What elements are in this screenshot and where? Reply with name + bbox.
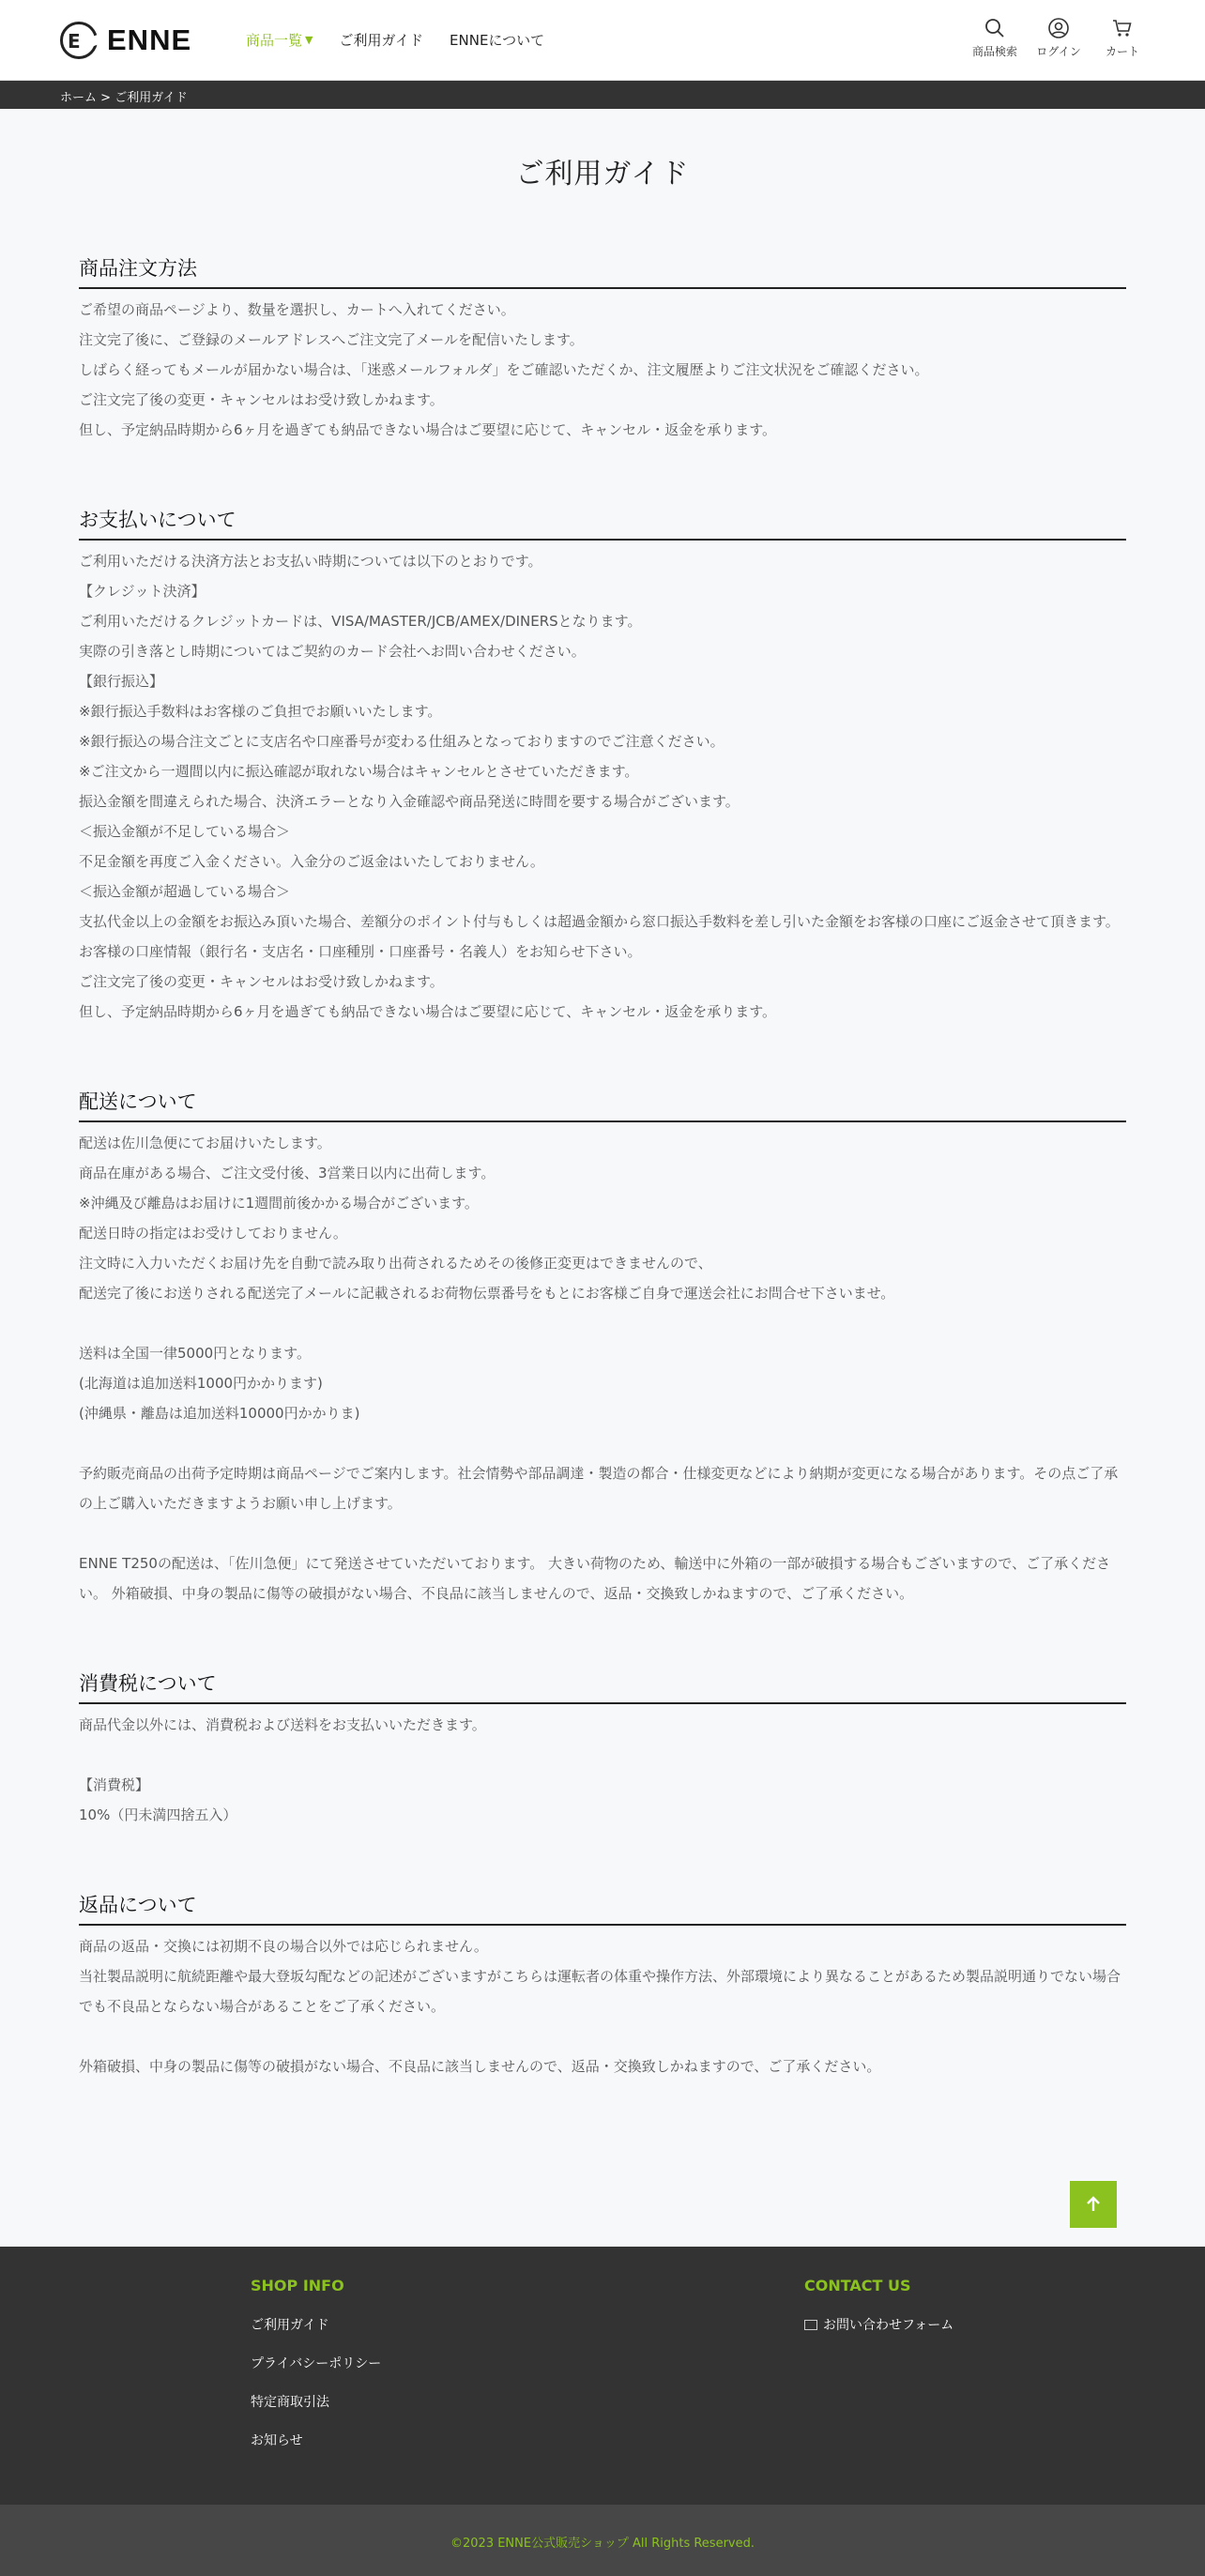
cart-button[interactable] bbox=[1104, 17, 1141, 59]
footer-link-privacy[interactable]: プライバシーポリシー bbox=[251, 2356, 382, 2371]
footer-contact-title: CONTACT US bbox=[804, 2277, 911, 2294]
section-text-line: 10%（円未満四捨五入） bbox=[79, 1806, 237, 1823]
nav-item-guide[interactable]: ご利用ガイド bbox=[339, 32, 424, 49]
section-text-line: 【銀行振込】 bbox=[79, 673, 164, 690]
section-text-line: 振込金額を間違えられた場合、決済エラーとなり入金確認や商品発送に時間を要する場合がございます。 bbox=[79, 793, 740, 810]
section-text-line: 予約販売商品の出荷予定時期は商品ページでご案内します。社会情勢や部品調達・製造の都合・仕様変更などにより納期が変更になる場合があります。その点ご了承の上ご購入いただきますようお願い申し上げます。 bbox=[79, 1465, 1119, 1512]
section-text-line: 注文時に入力いただくお届け先を自動で読み取り出荷されるためその後修正変更はできませんので、 bbox=[79, 1255, 712, 1272]
section-text-line: 外箱破損、中身の製品に傷等の破損がない場合、不良品に該当しませんので、返品・交換致しかねますので、ご了承ください。 bbox=[79, 2058, 881, 2075]
section-text-line: 【クレジット決済】 bbox=[79, 583, 206, 600]
section-title: 配送について bbox=[79, 1087, 1126, 1122]
guide-sections bbox=[79, 253, 1126, 2081]
guide-section bbox=[79, 1087, 1126, 1608]
section-text-line bbox=[79, 1740, 1126, 1770]
arrow-up-icon bbox=[1084, 2195, 1103, 2214]
section-title: 商品注文方法 bbox=[79, 253, 1126, 289]
section-text-line: ※沖縄及び離島はお届けに1週間前後かかる場合がございます。 bbox=[79, 1195, 479, 1212]
section-text-line: しばらく経ってもメールが届かない場合は、「迷惑メールフォルダ」をご確認いただくか、注文履歴よりご注文状況をご確認ください。 bbox=[79, 361, 929, 378]
search-icon bbox=[984, 17, 1006, 39]
footer-link-contact-form[interactable] bbox=[804, 2315, 953, 2334]
section-text-line: 配送完了後にお送りされる配送完了メールに記載されるお荷物伝票番号をもとにお客様ご自身で運送会社にお問合せ下さいませ。 bbox=[79, 1285, 895, 1302]
section-text-line: ご利用いただける決済方法とお支払い時期については以下のとおりです。 bbox=[79, 553, 542, 570]
login-label: ログイン bbox=[1036, 45, 1081, 58]
section-text-line: お客様の口座情報（銀行名・支店名・口座種別・口座番号・名義人）をお知らせ下さい。 bbox=[79, 943, 642, 960]
copyright-text: ©2023 ENNE公式販売ショップ All Rights Reserved. bbox=[450, 2537, 755, 2551]
logo-mark-icon: E bbox=[60, 22, 98, 59]
section-text-line: 配送日時の指定はお受けしておりません。 bbox=[79, 1225, 347, 1242]
footer-shop-info-title: SHOP INFO bbox=[251, 2277, 344, 2294]
section-text-line: ご注文完了後の変更・キャンセルはお受け致しかねます。 bbox=[79, 391, 444, 408]
section-text-line: ※銀行振込の場合注文ごとに支店名や口座番号が変わる仕組みとなっておりますのでご注意ください。 bbox=[79, 733, 725, 750]
main-content bbox=[79, 150, 1126, 2142]
logo-text: ENNE bbox=[107, 23, 192, 56]
section-text-line: ご希望の商品ページより、数量を選択し、カートへ入れてください。 bbox=[79, 301, 515, 318]
section-text-line: ご利用いただけるクレジットカードは、VISA/MASTER/JCB/AMEX/DINERSとなります。 bbox=[79, 613, 642, 630]
section-text-line: ＜振込金額が不足している場合＞ bbox=[79, 823, 291, 840]
section-text-line bbox=[79, 2021, 1126, 2051]
user-icon bbox=[1047, 17, 1070, 39]
page-title: ご利用ガイド bbox=[515, 158, 690, 191]
footer-link-tokushoho[interactable]: 特定商取引法 bbox=[251, 2395, 329, 2410]
section-text-line: 【消費税】 bbox=[79, 1776, 150, 1793]
section-text-line: 実際の引き落とし時期についてはご契約のカード会社へお問い合わせください。 bbox=[79, 643, 586, 660]
guide-section bbox=[79, 505, 1126, 1027]
header-actions bbox=[971, 17, 1141, 59]
breadcrumb-bar bbox=[0, 81, 1205, 109]
section-title: 返品について bbox=[79, 1890, 1126, 1926]
footer-link-news[interactable]: お知らせ bbox=[251, 2433, 303, 2448]
footer-contact bbox=[804, 2277, 953, 2354]
chevron-down-icon: ▼ bbox=[305, 34, 313, 46]
main-nav bbox=[246, 30, 544, 50]
nav-item-about[interactable]: ENNEについて bbox=[450, 32, 545, 49]
section-text-line: (沖縄県・離島は追加送料10000円かかりま) bbox=[79, 1405, 360, 1422]
copyright-bar bbox=[0, 2505, 1205, 2576]
section-text-line: ※銀行振込手数料はお客様のご負担でお願いいたします。 bbox=[79, 703, 442, 720]
section-text-line: ENNE T250の配送は、「佐川急便」にて発送させていただいております。 大きい荷物のため、輸送中に外箱の一部が破損する場合もございますので、ご了承ください。 外箱破損、中身の製品に傷等の破損がない場合、不良品に該当しませんので、返品・交換致しかねますので、ご了承ください。 bbox=[79, 1555, 1111, 1602]
section-text-line: ＜振込金額が超過している場合＞ bbox=[79, 883, 291, 900]
section-text-line bbox=[79, 1308, 1126, 1338]
guide-section bbox=[79, 1890, 1126, 2081]
guide-section bbox=[79, 253, 1126, 445]
section-text-line: ご注文完了後の変更・キャンセルはお受け致しかねます。 bbox=[79, 973, 444, 990]
section-text-line: 但し、予定納品時期から6ヶ月を過ぎても納品できない場合はご要望に応じて、キャンセル・返金を承ります。 bbox=[79, 1003, 777, 1020]
section-text-line bbox=[79, 1518, 1126, 1548]
breadcrumb-current: ご利用ガイド bbox=[114, 91, 188, 105]
section-text-line: 但し、予定納品時期から6ヶ月を過ぎても納品できない場合はご要望に応じて、キャンセル・返金を承ります。 bbox=[79, 421, 777, 438]
section-text-line: 配送は佐川急便にてお届けいたします。 bbox=[79, 1135, 331, 1151]
contact-form-label: お問い合わせフォーム bbox=[823, 2318, 954, 2333]
footer-link-guide[interactable]: ご利用ガイド bbox=[251, 2318, 329, 2333]
search-label: 商品検索 bbox=[971, 45, 1017, 58]
mail-icon bbox=[804, 2320, 817, 2330]
back-to-top-button[interactable] bbox=[1070, 2181, 1117, 2228]
site-footer bbox=[0, 2247, 1205, 2505]
section-title: 消費税について bbox=[79, 1669, 1126, 1704]
section-text-line: 支払代金以上の金額をお振込み頂いた場合、差額分のポイント付与もしくは超過金額から窓口振込手数料を差し引いた金額をお客様の口座にご返金させて頂きます。 bbox=[79, 913, 1120, 930]
cart-icon bbox=[1111, 17, 1134, 39]
section-text-line bbox=[79, 1428, 1126, 1458]
breadcrumb-home-link[interactable]: ホーム bbox=[60, 91, 98, 105]
search-button[interactable] bbox=[971, 17, 1017, 59]
section-text-line: 商品代金以外には、消費税および送料をお支払いいただきます。 bbox=[79, 1716, 486, 1733]
section-title: お支払いについて bbox=[79, 505, 1126, 541]
section-text-line: 商品の返品・交換には初期不良の場合以外では応じられません。 bbox=[79, 1938, 488, 1955]
section-text-line: ※ご注文から一週間以内に振込確認が取れない場合はキャンセルとさせていただきます。 bbox=[79, 763, 639, 780]
login-button[interactable] bbox=[1036, 17, 1081, 59]
footer-shop-info bbox=[251, 2277, 381, 2469]
logo[interactable] bbox=[60, 21, 191, 60]
site-header bbox=[0, 0, 1205, 81]
section-text-line: 注文完了後に、ご登録のメールアドレスへご注文完了メールを配信いたします。 bbox=[79, 331, 584, 348]
section-text-line: 送料は全国一律5000円となります。 bbox=[79, 1345, 311, 1362]
breadcrumb-separator: > bbox=[97, 91, 115, 105]
section-text-line: 不足金額を再度ご入金ください。入金分のご返金はいたしておりません。 bbox=[79, 853, 544, 870]
section-text-line: 当社製品説明に航続距離や最大登坂勾配などの記述がございますがこちらは運転者の体重や操作方法、外部環境により異なることがあるため製品説明通りでない場合でも不良品とならない場合があることをご了承ください。 bbox=[79, 1968, 1121, 2015]
section-text-line: 商品在庫がある場合、ご注文受付後、3営業日以内に出荷します。 bbox=[79, 1165, 496, 1181]
section-text-line: (北海道は追加送料1000円かかります) bbox=[79, 1375, 323, 1392]
guide-section bbox=[79, 1669, 1126, 1830]
nav-item-products[interactable]: 商品一覧 ▼ bbox=[246, 32, 313, 49]
cart-label: カート bbox=[1105, 45, 1139, 58]
breadcrumb bbox=[60, 87, 188, 105]
